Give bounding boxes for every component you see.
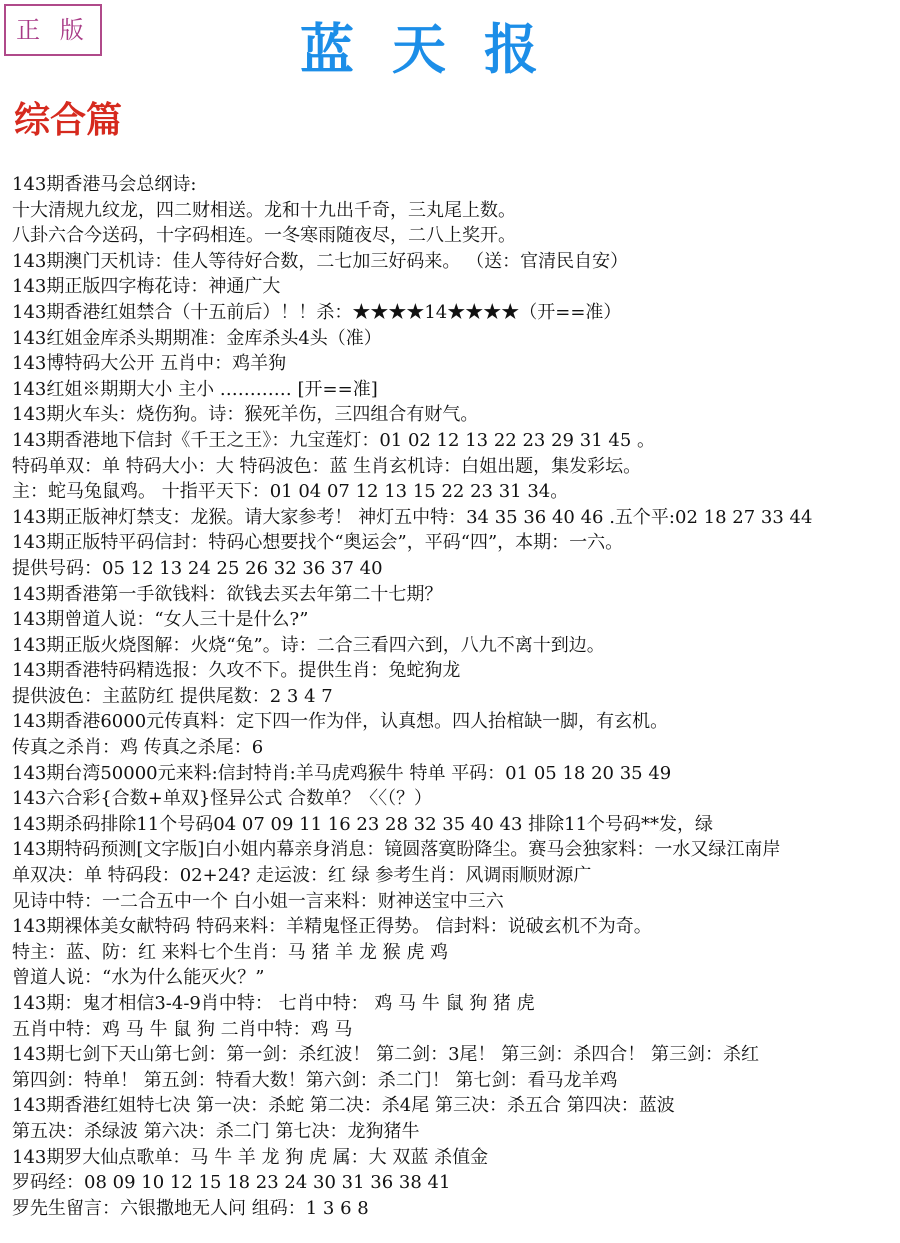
- text-line: 143红姐金库杀头期期准：金库杀头4头（准）: [12, 327, 382, 349]
- text-line: 143期杀码排除11个号码04 07 09 11 16 23 28 32 35 40 43 排除11个号码**发，绿: [12, 813, 714, 835]
- text-line: 143期台湾50000元来料:信封特肖:羊马虎鸡猴牛 特单 平码：01 05 18 20 35 49: [12, 762, 672, 784]
- text-line: 143红姐※期期大小 主小 ………… [开==准]: [12, 378, 378, 400]
- page-title: 蓝天报: [300, 17, 576, 81]
- text-line: 143期香港红姐特七决 第一决：杀蛇 第二决：杀4尾 第三决：杀五合 第四决：蓝波: [12, 1095, 675, 1117]
- text-line: 143期正版四字梅花诗：神通广大: [12, 276, 281, 298]
- text-line: 第五决：杀绿波 第六决：杀二门 第七决：龙狗猪牛: [12, 1120, 420, 1142]
- text-line: 单双决：单 特码段：02+24? 走运波：红 绿 参考生肖：风调雨顺财源广: [12, 865, 592, 887]
- text-line: 特码单双：单 特码大小：大 特码波色：蓝 生肖玄机诗：白姐出题，集发彩坛。: [12, 455, 642, 477]
- text-line: 罗码经：08 09 10 12 15 18 23 24 30 31 36 38 41: [12, 1172, 451, 1194]
- text-line: 143期香港地下信封《千王之王》：九宝莲灯：01 02 12 13 22 23 29 31 45 。: [12, 429, 655, 451]
- text-line: 143博特码大公开 五肖中：鸡羊狗: [12, 353, 287, 375]
- section-heading: 综合篇: [14, 99, 123, 141]
- text-line: 传真之杀肖：鸡 传真之杀尾：6: [12, 737, 264, 759]
- text-line: 主：蛇马兔鼠鸡。 十指平天下：01 04 07 12 13 15 22 23 31 34。: [12, 481, 569, 503]
- text-line: 143期香港红姐禁合（十五前后）！！杀：★★★★14★★★★（开==准）: [12, 301, 622, 323]
- text-line: 罗先生留言：六银撒地无人问 组码：1 3 6 8: [12, 1197, 369, 1219]
- text-line: 143期罗大仙点歌单：马 牛 羊 龙 狗 虎 属：大 双蓝 杀值金: [12, 1146, 489, 1168]
- text-line: 特主：蓝、防：红 来料七个生肖：马 猪 羊 龙 猴 虎 鸡: [12, 941, 449, 963]
- text-line: 143期香港第一手欲钱料：欲钱去买去年第二十七期？: [12, 583, 443, 605]
- text-line: 第四剑：特单！ 第五剑：特看大数！第六剑：杀二门！ 第七剑：看马龙羊鸡: [12, 1069, 618, 1091]
- text-line: 143期裸体美女献特码 特码来料：羊精鬼怪正得势。 信封料：说破玄机不为奇。: [12, 916, 652, 938]
- text-line: 143期正版特平码信封：特码心想要找个“奥运会”，平码“四”，本期：一六。: [12, 532, 624, 554]
- text-line: 曾道人说：“水为什么能灭火？”: [12, 967, 265, 989]
- text-line: 143期澳门天机诗：佳人等待好合数，二七加三好码来。 （送：官清民自安）: [12, 250, 629, 272]
- text-line: 143期香港6000元传真料：定下四一作为伴，认真想。四人抬棺缺一脚，有玄机。: [12, 711, 669, 733]
- text-line: 143期香港马会总纲诗:: [12, 174, 197, 195]
- text-line: 提供号码：05 12 13 24 25 26 32 36 37 40: [12, 557, 383, 579]
- content-body: [12, 172, 892, 1221]
- text-line: 143期：鬼才相信3-4-9肖中特： 七肖中特： 鸡 马 牛 鼠 狗 猪 虎: [12, 993, 535, 1014]
- text-line: 143期特码预测[文字版]白小姐内幕亲身消息：镜圆落寞盼降尘。赛马会独家料：一水又绿江南岸: [12, 839, 781, 861]
- text-line: 143六合彩{合数+单双}怪异公式 合数单？〈〈（？）: [12, 788, 433, 810]
- text-line: 143期曾道人说：“女人三十是什么?”: [12, 609, 309, 631]
- text-line: 143期香港特码精选报：久攻不下。提供生肖：兔蛇狗龙: [12, 660, 461, 682]
- text-line: 五肖中特：鸡 马 牛 鼠 狗 二肖中特：鸡 马: [12, 1018, 353, 1040]
- text-line: 143期正版神灯禁支：龙猴。请大家参考！ 神灯五中特：34 35 36 40 46 .五个平:02 18 27 33 44: [12, 506, 813, 528]
- text-line: 提供波色：主蓝防红 提供尾数：2 3 4 7: [12, 685, 333, 707]
- text-line: 见诗中特：一二合五中一个 白小姐一言来料：财神送宝中三六: [12, 890, 504, 912]
- text-line: 143期七剑下天山第七剑：第一剑：杀红波！ 第二剑：3尾！ 第三剑：杀四合！ 第三剑：杀红: [12, 1044, 759, 1066]
- genuine-badge: 正 版: [4, 4, 102, 56]
- text-line: 143期正版火烧图解：火烧“兔”。诗：二合三看四六到，八九不离十到边。: [12, 634, 605, 656]
- text-line: 143期火车头：烧伤狗。诗：猴死羊伤，三四组合有财气。: [12, 404, 479, 426]
- text-line: 十大清规九纹龙，四二财相送。龙和十九出千奇，三丸尾上数。: [12, 199, 516, 221]
- text-line: 八卦六合今送码，十字码相连。一冬寒雨随夜尽，二八上奖开。: [12, 225, 516, 247]
